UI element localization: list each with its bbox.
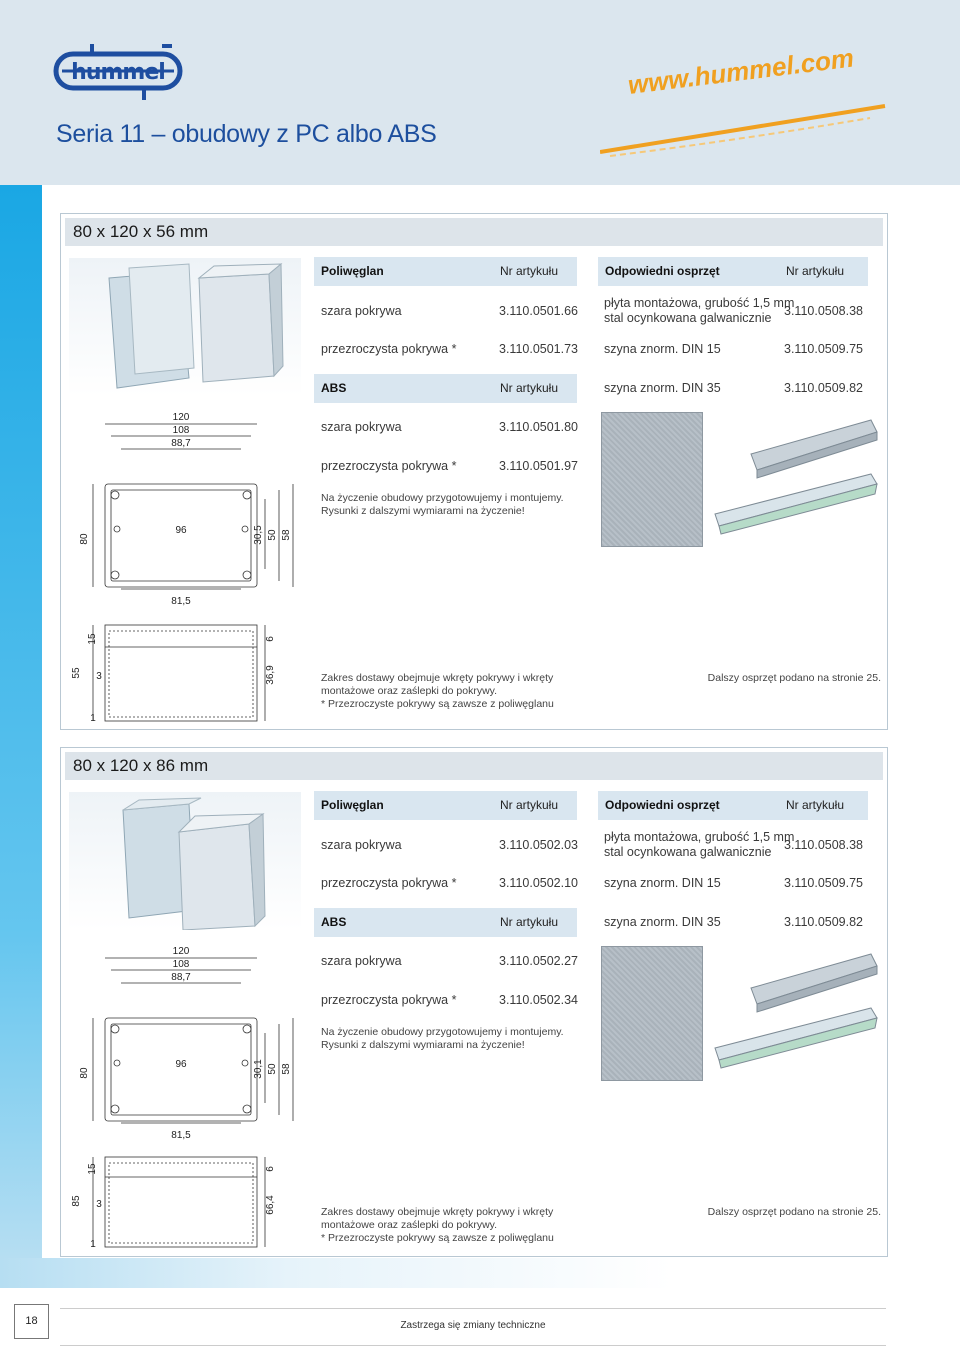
dim-1: 1 — [90, 1239, 96, 1250]
website-link[interactable]: www.hummel.com — [626, 42, 856, 101]
enclosure-photo — [69, 258, 301, 396]
footer — [60, 1308, 886, 1346]
accessory-row: szyna znorm. DIN 15 3.110.0509.75 — [604, 876, 864, 890]
side-accent-bar — [0, 185, 42, 1258]
poly-row: przezroczysta pokrywa * 3.110.0502.10 — [321, 876, 579, 890]
product-section-56 — [60, 213, 888, 730]
dim-58: 58 — [281, 1063, 292, 1075]
section-title: 80 x 120 x 86 mm — [65, 752, 883, 780]
poly-header: Poliwęglan Nr artykułu — [314, 791, 577, 820]
footer-disclaimer: Zastrzega się zmiany techniczne — [400, 1320, 546, 1331]
dim-58: 58 — [281, 529, 292, 541]
custom-note: Na życzenie obudowy przygotowujemy i montujemy. Rysunki z dalszymi wymiarami na życzenie! — [321, 1026, 564, 1051]
dim-85: 85 — [71, 1195, 82, 1207]
more-accessories-note: Dalszy osprzęt podano na stronie 25. — [707, 1206, 881, 1218]
dim-15: 15 — [87, 633, 98, 645]
abs-row: szara pokrywa 3.110.0502.27 — [321, 954, 579, 968]
dim-3: 3 — [96, 1199, 102, 1210]
dim-81-5: 81,5 — [171, 596, 191, 607]
dim-55: 55 — [71, 667, 82, 679]
abs-header: ABS Nr artykułu — [314, 908, 577, 937]
delivery-note: Zakres dostawy obejmuje wkręty pokrywy i wkręty montażowe oraz zaślepki do pokrywy. * Przezroczyste pokrywy są zawsze z poliwęglanu — [321, 672, 554, 710]
technical-drawing-top — [65, 409, 305, 619]
din-rails-image — [711, 414, 881, 564]
enclosure-photo — [69, 792, 301, 930]
accessory-row: płyta montażowa, grubość 1,5 mm stal ocynkowana galwanicznie 3.110.0508.38 — [604, 296, 864, 325]
mounting-plate-image — [601, 412, 703, 547]
dim-36-9: 36,9 — [265, 665, 276, 685]
dim-108: 108 — [172, 425, 190, 436]
mounting-plate-image — [601, 946, 703, 1081]
technical-drawing-top — [65, 943, 305, 1153]
technical-drawing-side — [65, 1151, 305, 1251]
dim-15: 15 — [87, 1163, 98, 1175]
section-title: 80 x 120 x 56 mm — [65, 218, 883, 246]
poly-row: przezroczysta pokrywa * 3.110.0501.73 — [321, 342, 579, 356]
svg-text:hummel: hummel — [71, 60, 165, 85]
delivery-note: Zakres dostawy obejmuje wkręty pokrywy i wkręty montażowe oraz zaślepki do pokrywy. * Przezroczyste pokrywy są zawsze z poliwęglanu — [321, 1206, 554, 1244]
swoosh-decoration — [600, 100, 890, 160]
abs-header: ABS Nr artykułu — [314, 374, 577, 403]
poly-row: szara pokrywa 3.110.0501.66 — [321, 304, 579, 318]
hummel-logo — [52, 40, 184, 104]
more-accessories-note: Dalszy osprzęt podano na stronie 25. — [707, 672, 881, 684]
dim-120: 120 — [172, 946, 190, 957]
dim-30-1: 30,1 — [253, 1059, 264, 1079]
product-section-86 — [60, 747, 888, 1257]
dim-80: 80 — [79, 533, 90, 545]
technical-drawing-side — [65, 617, 305, 727]
dim-50: 50 — [267, 529, 278, 541]
dim-30-5: 30,5 — [253, 525, 264, 545]
dim-120: 120 — [172, 412, 190, 423]
dim-96: 96 — [175, 525, 187, 536]
page-title: Seria 11 – obudowy z PC albo ABS — [56, 120, 437, 148]
dim-6: 6 — [265, 636, 276, 642]
dim-6: 6 — [265, 1166, 276, 1172]
page-number: 18 — [14, 1304, 49, 1339]
accessory-row: szyna znorm. DIN 35 3.110.0509.82 — [604, 381, 864, 395]
accessory-row: szyna znorm. DIN 35 3.110.0509.82 — [604, 915, 864, 929]
accessory-row: szyna znorm. DIN 15 3.110.0509.75 — [604, 342, 864, 356]
abs-row: przezroczysta pokrywa * 3.110.0501.97 — [321, 459, 579, 473]
dim-50: 50 — [267, 1063, 278, 1075]
accessory-header: Odpowiedni osprzęt Nr artykułu — [598, 791, 868, 820]
dim-96: 96 — [175, 1059, 187, 1070]
poly-row: szara pokrywa 3.110.0502.03 — [321, 838, 579, 852]
accessory-header: Odpowiedni osprzęt Nr artykułu — [598, 257, 868, 286]
dim-80: 80 — [79, 1067, 90, 1079]
custom-note: Na życzenie obudowy przygotowujemy i montujemy. Rysunki z dalszymi wymiarami na życzenie! — [321, 492, 564, 517]
dim-88-7: 88,7 — [171, 438, 191, 449]
dim-3: 3 — [96, 671, 102, 682]
accessory-row: płyta montażowa, grubość 1,5 mm stal ocynkowana galwanicznie 3.110.0508.38 — [604, 830, 864, 859]
dim-88-7: 88,7 — [171, 972, 191, 983]
dim-1: 1 — [90, 713, 96, 724]
abs-row: przezroczysta pokrywa * 3.110.0502.34 — [321, 993, 579, 1007]
dim-66-4: 66,4 — [265, 1195, 276, 1215]
din-rails-image — [711, 948, 881, 1098]
dim-108: 108 — [172, 959, 190, 970]
dim-81-5: 81,5 — [171, 1130, 191, 1141]
abs-row: szara pokrywa 3.110.0501.80 — [321, 420, 579, 434]
footer-accent-strip — [0, 1258, 960, 1288]
poly-header: Poliwęglan Nr artykułu — [314, 257, 577, 286]
